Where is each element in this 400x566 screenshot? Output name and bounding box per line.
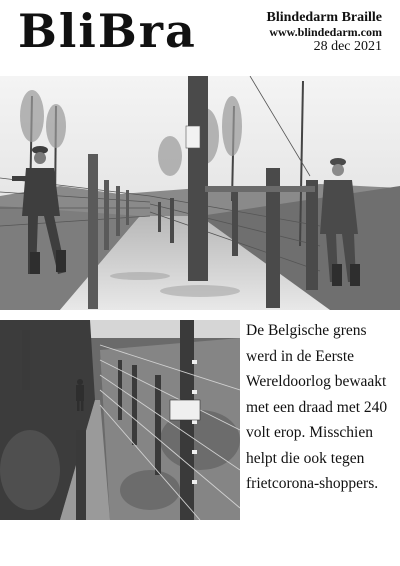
photo-border-fence-soldiers [0, 76, 400, 310]
photo-electric-fence-insulators-image [0, 320, 240, 520]
photo-border-fence-soldiers-image [0, 76, 400, 310]
publication-info [267, 10, 383, 55]
masthead-title: BliBra [18, 4, 197, 58]
article-text: De Belgische grens werd in de Eerste Wereldoorlog bewaakt met een draad met 240 volt erop. Misschien helpt die ook tegen frietcorona-shoppers. [246, 322, 388, 492]
publication-name: Blindedarm Braille [266, 10, 382, 25]
publication-website[interactable]: www.blindedarm.com [269, 24, 382, 39]
photo-electric-fence-insulators [0, 320, 240, 520]
publication-date: 28 dec 2021 [313, 39, 382, 55]
